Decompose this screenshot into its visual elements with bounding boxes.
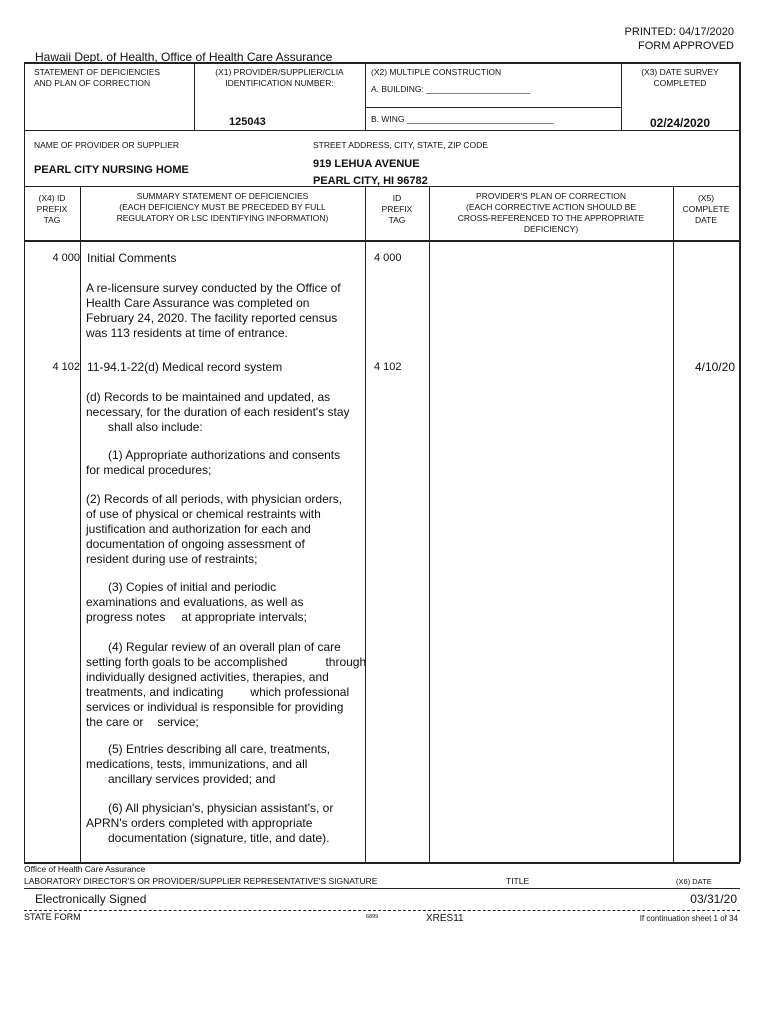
x2-label: (X2) MULTIPLE CONSTRUCTION [371,67,502,77]
state-form: STATE FORM [24,912,81,922]
provider-name-label: NAME OF PROVIDER OR SUPPLIER [34,140,179,150]
title-label: TITLE [506,876,530,886]
paragraph-2: (2) Records of all periods, with physician orders, of use of physical or chemical restraints with justification and authorization for each and documentation of ongoing assessment of resident during use of restraints; [86,492,343,566]
x4-label-1: (X4) ID [38,193,66,203]
statement-label-2: AND PLAN OF CORRECTION [34,78,151,88]
x5-label-3: DATE [694,215,718,225]
paragraph-d: (d) Records to be maintained and updated, as necessary, for the duration of each resident's stay shall also include: [86,390,350,434]
signature-label: LABORATORY DIRECTOR'S OR PROVIDER/SUPPLIER REPRESENTATIVE'S SIGNATURE [24,876,378,886]
x5-label-2: COMPLETE [682,204,730,214]
signature-value: Electronically Signed [35,892,147,906]
x4-label-2: PREFIX [36,204,68,214]
paragraph-5: (5) Entries describing all care, treatments, medications, tests, immunizations, and all ancillary services provided; and [86,742,331,786]
address-line-2: PEARL CITY, HI 96782 [313,175,428,187]
footer-office: Office of Health Care Assurance [24,864,146,874]
plan-label-3: CROSS-REFERENCED TO THE APPROPRIATE [457,213,645,223]
survey-date: 02/24/2020 [649,116,711,130]
entry2-title: 11-94.1-22(d) Medical record system [87,360,283,374]
x4-label-3: TAG [43,215,61,225]
id-label-2: PREFIX [381,204,413,214]
x2-building: A. BUILDING: ______________________ [371,84,531,94]
x1-label-1: (X1) PROVIDER/SUPPLIER/CLIA [215,67,344,77]
entry2-complete-date: 4/10/20 [694,360,735,374]
entry1-id: 4 000 [374,252,402,264]
x3-label-1: (X3) DATE SURVEY [641,67,719,77]
provider-name: PEARL CITY NURSING HOME [34,164,189,176]
signature-date: 03/31/20 [690,892,737,906]
entry1-tag: 4 000 [52,252,80,264]
plan-label-1: PROVIDER'S PLAN OF CORRECTION [476,191,626,201]
paragraph-1: (1) Appropriate authorizations and consents for medical procedures; [86,448,341,477]
paragraph-3: (3) Copies of initial and periodic examinations and evaluations, as well as progress notes at appropriate intervals; [86,580,307,624]
plan-label-4: DEFICIENCY) [523,224,579,234]
statement-label-1: STATEMENT OF DEFICIENCIES [34,67,161,77]
x2-wing: B. WING _______________________________ [371,114,554,124]
x5-label-1: (X5) [697,193,715,203]
agency-title: Hawaii Dept. of Health, Office of Health Care Assurance [35,50,333,64]
form-approved: FORM APPROVED [638,40,734,52]
summary-label-3: REGULATORY OR LSC IDENTIFYING INFORMATION) [116,213,329,223]
summary-label-2: (EACH DEFICIENCY MUST BE PRECEDED BY FULL [119,202,326,212]
printed-date: PRINTED: 04/17/2020 [624,26,734,38]
continuation-sheet: If continuation sheet 1 of 34 [639,914,738,923]
entry2-id: 4 102 [374,361,402,373]
summary-label-1: SUMMARY STATEMENT OF DEFICIENCIES [136,191,309,201]
x1-label-2: IDENTIFICATION NUMBER: [225,78,334,88]
provider-id: 125043 [229,116,266,128]
entry1-paragraph: A re-licensure survey conducted by the Office of Health Care Assurance was completed on February 24, 2020. The facility reported census was 113 residents at time of entrance. [86,281,341,340]
x6-date-label: (X6) DATE [676,877,712,886]
form-code: 6899 [366,914,379,920]
id-label-3: TAG [388,215,406,225]
plan-label-2: (EACH CORRECTIVE ACTION SHOULD BE [465,202,637,212]
paragraph-6: (6) All physician's, physician assistant's, or APRN's orders completed with appropriate documentation (signature, title, and date). [86,801,334,845]
x3-label-2: COMPLETED [653,78,707,88]
event-id: XRES11 [426,913,464,924]
paragraph-4: (4) Regular review of an overall plan of care setting forth goals to be accomplished through individually designed activities, therapies, and treatments, and indicating which professional services or individual is responsible for providing the care or service; [86,640,367,729]
id-label-1: ID [392,193,402,203]
address-label: STREET ADDRESS, CITY, STATE, ZIP CODE [313,140,488,150]
entry1-title: Initial Comments [87,251,177,265]
entry2-tag: 4 102 [52,361,80,373]
address-line-1: 919 LEHUA AVENUE [313,158,420,170]
